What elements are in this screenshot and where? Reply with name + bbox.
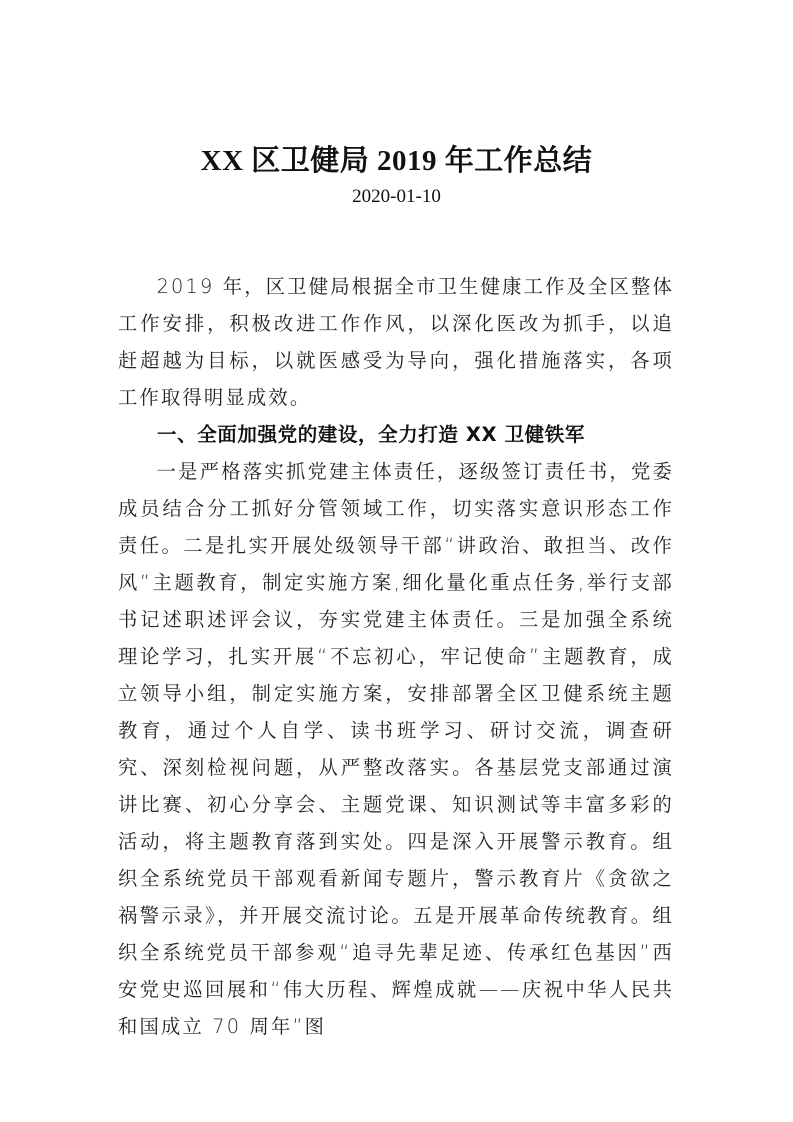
- section-paragraph: 一是严格落实抓党建主体责任，逐级签订责任书，党委成员结合分工抓好分管领域工作，切实落实意识形态工作责任。二是扎实开展处级领导干部“讲政治、敢担当、改作风”主题教育，制定实施方案,细化量化重点任务,举行支部书记述职述评会议，夯实党建主体责任。三是加强全系统理论学习，扎实开展“不忘初心，牢记使命”主题教育，成立领导小组，制定实施方案，安排部署全区卫健系统主题教育，通过个人自学、读书班学习、研讨交流，调查研究、深刻检视问题，从严整改落实。各基层党支部通过演讲比赛、初心分享会、主题党课、知识测试等丰富多彩的活动，将主题教育落到实处。四是深入开展警示教育。组织全系统党员干部观看新闻专题片，警示教育片《贪欲之祸警示录》，并开展交流讨论。五是开展革命传统教育。组织全系统党员干部参观“追寻先辈足迹、传承红色基因”西安党史巡回展和“伟大历程、辉煌成就——庆祝中华人民共和国成立 70 周年”图: [118, 460, 674, 1038]
- document-title: XX 区卫健局 2019 年工作总结: [200, 145, 593, 177]
- intro-paragraph: 2019 年，区卫健局根据全市卫生健康工作及全区整体工作安排，积极改进工作作风，以深化医改为抓手，以追赶超越为目标，以就医感受为导向，强化措施落实，各项工作取得明显成效。: [118, 275, 674, 409]
- section-heading: 一、全面加强党的建设，全力打造 XX 卫健铁军: [157, 423, 585, 446]
- document-date: 2020-01-10: [352, 186, 441, 207]
- document-body: [118, 268, 674, 1045]
